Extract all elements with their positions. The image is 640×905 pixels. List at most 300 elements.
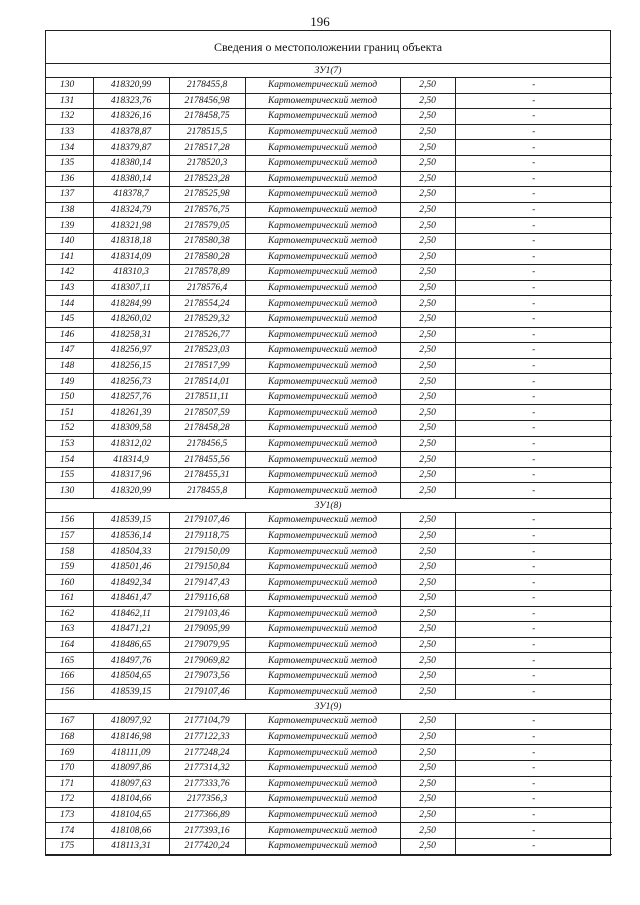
accuracy-cell: 2,50 xyxy=(400,389,455,405)
method-cell: Картометрический метод xyxy=(245,760,400,776)
accuracy-cell: 2,50 xyxy=(400,684,455,700)
section-label: ЗУ1(8) xyxy=(46,499,612,513)
section-header-row xyxy=(46,499,612,513)
table-row xyxy=(46,421,612,437)
y-coordinate-cell: 2178576,4 xyxy=(169,280,245,296)
x-coordinate-cell: 418378,7 xyxy=(93,187,169,203)
method-cell: Картометрический метод xyxy=(245,202,400,218)
description-cell: - xyxy=(455,124,612,140)
description-cell: - xyxy=(455,202,612,218)
accuracy-cell: 2,50 xyxy=(400,436,455,452)
accuracy-cell: 2,50 xyxy=(400,93,455,109)
point-number-cell: 151 xyxy=(46,405,93,421)
accuracy-cell: 2,50 xyxy=(400,622,455,638)
description-cell: - xyxy=(455,760,612,776)
point-number-cell: 171 xyxy=(46,776,93,792)
accuracy-cell: 2,50 xyxy=(400,528,455,544)
accuracy-cell: 2,50 xyxy=(400,668,455,684)
point-number-cell: 138 xyxy=(46,202,93,218)
x-coordinate-cell: 418461,47 xyxy=(93,591,169,607)
method-cell: Картометрический метод xyxy=(245,807,400,823)
description-cell: - xyxy=(455,93,612,109)
description-cell: - xyxy=(455,745,612,761)
x-coordinate-cell: 418256,97 xyxy=(93,343,169,359)
y-coordinate-cell: 2179118,75 xyxy=(169,528,245,544)
table-row xyxy=(46,155,612,171)
x-coordinate-cell: 418104,65 xyxy=(93,807,169,823)
coordinates-table xyxy=(46,64,612,855)
y-coordinate-cell: 2177104,79 xyxy=(169,714,245,730)
x-coordinate-cell: 418380,14 xyxy=(93,155,169,171)
point-number-cell: 164 xyxy=(46,637,93,653)
x-coordinate-cell: 418104,66 xyxy=(93,792,169,808)
accuracy-cell: 2,50 xyxy=(400,358,455,374)
accuracy-cell: 2,50 xyxy=(400,202,455,218)
accuracy-cell: 2,50 xyxy=(400,405,455,421)
description-cell: - xyxy=(455,792,612,808)
x-coordinate-cell: 418497,76 xyxy=(93,653,169,669)
y-coordinate-cell: 2178554,24 xyxy=(169,296,245,312)
method-cell: Картометрический метод xyxy=(245,653,400,669)
point-number-cell: 160 xyxy=(46,575,93,591)
table-row xyxy=(46,343,612,359)
method-cell: Картометрический метод xyxy=(245,421,400,437)
accuracy-cell: 2,50 xyxy=(400,807,455,823)
table-row xyxy=(46,311,612,327)
x-coordinate-cell: 418256,15 xyxy=(93,358,169,374)
x-coordinate-cell: 418380,14 xyxy=(93,171,169,187)
y-coordinate-cell: 2179095,99 xyxy=(169,622,245,638)
method-cell: Картометрический метод xyxy=(245,467,400,483)
point-number-cell: 130 xyxy=(46,483,93,499)
description-cell: - xyxy=(455,343,612,359)
y-coordinate-cell: 2179069,82 xyxy=(169,653,245,669)
y-coordinate-cell: 2179150,09 xyxy=(169,544,245,560)
accuracy-cell: 2,50 xyxy=(400,559,455,575)
table-row xyxy=(46,374,612,390)
point-number-cell: 169 xyxy=(46,745,93,761)
table-row xyxy=(46,684,612,700)
method-cell: Картометрический метод xyxy=(245,249,400,265)
y-coordinate-cell: 2177420,24 xyxy=(169,838,245,854)
method-cell: Картометрический метод xyxy=(245,559,400,575)
point-number-cell: 161 xyxy=(46,591,93,607)
accuracy-cell: 2,50 xyxy=(400,265,455,281)
point-number-cell: 154 xyxy=(46,452,93,468)
description-cell: - xyxy=(455,78,612,94)
x-coordinate-cell: 418146,98 xyxy=(93,729,169,745)
point-number-cell: 148 xyxy=(46,358,93,374)
x-coordinate-cell: 418314,09 xyxy=(93,249,169,265)
method-cell: Картометрический метод xyxy=(245,93,400,109)
description-cell: - xyxy=(455,544,612,560)
point-number-cell: 174 xyxy=(46,823,93,839)
method-cell: Картометрический метод xyxy=(245,327,400,343)
description-cell: - xyxy=(455,265,612,281)
x-coordinate-cell: 418324,79 xyxy=(93,202,169,218)
description-cell: - xyxy=(455,155,612,171)
point-number-cell: 140 xyxy=(46,233,93,249)
x-coordinate-cell: 418378,87 xyxy=(93,124,169,140)
table-row xyxy=(46,389,612,405)
point-number-cell: 157 xyxy=(46,528,93,544)
point-number-cell: 168 xyxy=(46,729,93,745)
x-coordinate-cell: 418536,14 xyxy=(93,528,169,544)
table-row xyxy=(46,637,612,653)
x-coordinate-cell: 418258,31 xyxy=(93,327,169,343)
point-number-cell: 156 xyxy=(46,684,93,700)
table-row xyxy=(46,544,612,560)
description-cell: - xyxy=(455,296,612,312)
page-number: 196 xyxy=(310,14,330,29)
method-cell: Картометрический метод xyxy=(245,187,400,203)
accuracy-cell: 2,50 xyxy=(400,311,455,327)
description-cell: - xyxy=(455,637,612,653)
y-coordinate-cell: 2177356,3 xyxy=(169,792,245,808)
method-cell: Картометрический метод xyxy=(245,544,400,560)
table-row xyxy=(46,140,612,156)
x-coordinate-cell: 418539,15 xyxy=(93,513,169,529)
method-cell: Картометрический метод xyxy=(245,124,400,140)
method-cell: Картометрический метод xyxy=(245,389,400,405)
accuracy-cell: 2,50 xyxy=(400,374,455,390)
y-coordinate-cell: 2178517,28 xyxy=(169,140,245,156)
y-coordinate-cell: 2178523,28 xyxy=(169,171,245,187)
point-number-cell: 146 xyxy=(46,327,93,343)
description-cell: - xyxy=(455,233,612,249)
point-number-cell: 158 xyxy=(46,544,93,560)
description-cell: - xyxy=(455,622,612,638)
method-cell: Картометрический метод xyxy=(245,622,400,638)
accuracy-cell: 2,50 xyxy=(400,249,455,265)
y-coordinate-cell: 2178455,8 xyxy=(169,78,245,94)
point-number-cell: 132 xyxy=(46,109,93,125)
x-coordinate-cell: 418321,98 xyxy=(93,218,169,234)
table-row xyxy=(46,622,612,638)
x-coordinate-cell: 418260,02 xyxy=(93,311,169,327)
point-number-cell: 133 xyxy=(46,124,93,140)
x-coordinate-cell: 418501,46 xyxy=(93,559,169,575)
accuracy-cell: 2,50 xyxy=(400,78,455,94)
table-row xyxy=(46,296,612,312)
table-row xyxy=(46,528,612,544)
accuracy-cell: 2,50 xyxy=(400,575,455,591)
table-row xyxy=(46,202,612,218)
table-row xyxy=(46,591,612,607)
y-coordinate-cell: 2177122,33 xyxy=(169,729,245,745)
x-coordinate-cell: 418486,65 xyxy=(93,637,169,653)
table-row xyxy=(46,467,612,483)
method-cell: Картометрический метод xyxy=(245,637,400,653)
x-coordinate-cell: 418307,11 xyxy=(93,280,169,296)
y-coordinate-cell: 2178523,03 xyxy=(169,343,245,359)
accuracy-cell: 2,50 xyxy=(400,483,455,499)
point-number-cell: 162 xyxy=(46,606,93,622)
description-cell: - xyxy=(455,358,612,374)
point-number-cell: 145 xyxy=(46,311,93,327)
table-row xyxy=(46,171,612,187)
x-coordinate-cell: 418097,86 xyxy=(93,760,169,776)
description-cell: - xyxy=(455,452,612,468)
section-header-row xyxy=(46,64,612,78)
y-coordinate-cell: 2178458,75 xyxy=(169,109,245,125)
accuracy-cell: 2,50 xyxy=(400,745,455,761)
y-coordinate-cell: 2178456,5 xyxy=(169,436,245,452)
table-row xyxy=(46,714,612,730)
accuracy-cell: 2,50 xyxy=(400,171,455,187)
accuracy-cell: 2,50 xyxy=(400,714,455,730)
point-number-cell: 170 xyxy=(46,760,93,776)
table-row xyxy=(46,124,612,140)
accuracy-cell: 2,50 xyxy=(400,109,455,125)
x-coordinate-cell: 418314,9 xyxy=(93,452,169,468)
method-cell: Картометрический метод xyxy=(245,374,400,390)
method-cell: Картометрический метод xyxy=(245,792,400,808)
table-row xyxy=(46,823,612,839)
table-row xyxy=(46,745,612,761)
table-row xyxy=(46,109,612,125)
accuracy-cell: 2,50 xyxy=(400,653,455,669)
method-cell: Картометрический метод xyxy=(245,140,400,156)
point-number-cell: 131 xyxy=(46,93,93,109)
point-number-cell: 175 xyxy=(46,838,93,854)
description-cell: - xyxy=(455,729,612,745)
x-coordinate-cell: 418492,34 xyxy=(93,575,169,591)
x-coordinate-cell: 418257,76 xyxy=(93,389,169,405)
description-cell: - xyxy=(455,513,612,529)
point-number-cell: 147 xyxy=(46,343,93,359)
accuracy-cell: 2,50 xyxy=(400,792,455,808)
method-cell: Картометрический метод xyxy=(245,343,400,359)
point-number-cell: 143 xyxy=(46,280,93,296)
table-row xyxy=(46,358,612,374)
x-coordinate-cell: 418111,09 xyxy=(93,745,169,761)
description-cell: - xyxy=(455,389,612,405)
method-cell: Картометрический метод xyxy=(245,358,400,374)
method-cell: Картометрический метод xyxy=(245,296,400,312)
x-coordinate-cell: 418539,15 xyxy=(93,684,169,700)
x-coordinate-cell: 418320,99 xyxy=(93,483,169,499)
y-coordinate-cell: 2178511,11 xyxy=(169,389,245,405)
y-coordinate-cell: 2178580,38 xyxy=(169,233,245,249)
x-coordinate-cell: 418504,65 xyxy=(93,668,169,684)
point-number-cell: 156 xyxy=(46,513,93,529)
accuracy-cell: 2,50 xyxy=(400,606,455,622)
x-coordinate-cell: 418097,92 xyxy=(93,714,169,730)
point-number-cell: 135 xyxy=(46,155,93,171)
y-coordinate-cell: 2178455,8 xyxy=(169,483,245,499)
description-cell: - xyxy=(455,249,612,265)
y-coordinate-cell: 2178458,28 xyxy=(169,421,245,437)
table-row xyxy=(46,838,612,854)
y-coordinate-cell: 2177248,24 xyxy=(169,745,245,761)
table-row xyxy=(46,792,612,808)
table-row xyxy=(46,233,612,249)
y-coordinate-cell: 2179107,46 xyxy=(169,684,245,700)
x-coordinate-cell: 418323,76 xyxy=(93,93,169,109)
accuracy-cell: 2,50 xyxy=(400,637,455,653)
y-coordinate-cell: 2178456,98 xyxy=(169,93,245,109)
x-coordinate-cell: 418256,73 xyxy=(93,374,169,390)
description-cell: - xyxy=(455,171,612,187)
description-cell: - xyxy=(455,606,612,622)
y-coordinate-cell: 2179103,46 xyxy=(169,606,245,622)
table-row xyxy=(46,187,612,203)
y-coordinate-cell: 2179107,46 xyxy=(169,513,245,529)
y-coordinate-cell: 2178579,05 xyxy=(169,218,245,234)
accuracy-cell: 2,50 xyxy=(400,124,455,140)
description-cell: - xyxy=(455,559,612,575)
method-cell: Картометрический метод xyxy=(245,78,400,94)
accuracy-cell: 2,50 xyxy=(400,280,455,296)
method-cell: Картометрический метод xyxy=(245,280,400,296)
method-cell: Картометрический метод xyxy=(245,575,400,591)
table-row xyxy=(46,405,612,421)
table-row xyxy=(46,218,612,234)
table-row xyxy=(46,559,612,575)
accuracy-cell: 2,50 xyxy=(400,544,455,560)
accuracy-cell: 2,50 xyxy=(400,823,455,839)
table-row xyxy=(46,575,612,591)
description-cell: - xyxy=(455,807,612,823)
description-cell: - xyxy=(455,405,612,421)
description-cell: - xyxy=(455,838,612,854)
method-cell: Картометрический метод xyxy=(245,684,400,700)
method-cell: Картометрический метод xyxy=(245,218,400,234)
method-cell: Картометрический метод xyxy=(245,452,400,468)
accuracy-cell: 2,50 xyxy=(400,838,455,854)
y-coordinate-cell: 2178525,98 xyxy=(169,187,245,203)
description-cell: - xyxy=(455,327,612,343)
section-label: ЗУ1(9) xyxy=(46,700,612,714)
accuracy-cell: 2,50 xyxy=(400,452,455,468)
accuracy-cell: 2,50 xyxy=(400,296,455,312)
table-row xyxy=(46,280,612,296)
point-number-cell: 142 xyxy=(46,265,93,281)
y-coordinate-cell: 2177366,89 xyxy=(169,807,245,823)
method-cell: Картометрический метод xyxy=(245,838,400,854)
x-coordinate-cell: 418261,39 xyxy=(93,405,169,421)
accuracy-cell: 2,50 xyxy=(400,327,455,343)
method-cell: Картометрический метод xyxy=(245,776,400,792)
accuracy-cell: 2,50 xyxy=(400,343,455,359)
x-coordinate-cell: 418113,31 xyxy=(93,838,169,854)
y-coordinate-cell: 2178526,77 xyxy=(169,327,245,343)
table-title: Сведения о местоположении границ объекта xyxy=(46,31,610,64)
point-number-cell: 163 xyxy=(46,622,93,638)
accuracy-cell: 2,50 xyxy=(400,421,455,437)
description-cell: - xyxy=(455,591,612,607)
description-cell: - xyxy=(455,776,612,792)
table-row xyxy=(46,513,612,529)
accuracy-cell: 2,50 xyxy=(400,140,455,156)
description-cell: - xyxy=(455,311,612,327)
method-cell: Картометрический метод xyxy=(245,171,400,187)
method-cell: Картометрический метод xyxy=(245,109,400,125)
method-cell: Картометрический метод xyxy=(245,155,400,171)
table-row xyxy=(46,249,612,265)
y-coordinate-cell: 2177333,76 xyxy=(169,776,245,792)
point-number-cell: 155 xyxy=(46,467,93,483)
y-coordinate-cell: 2177393,16 xyxy=(169,823,245,839)
description-cell: - xyxy=(455,467,612,483)
method-cell: Картометрический метод xyxy=(245,528,400,544)
point-number-cell: 150 xyxy=(46,389,93,405)
y-coordinate-cell: 2179073,56 xyxy=(169,668,245,684)
method-cell: Картометрический метод xyxy=(245,265,400,281)
x-coordinate-cell: 418097,63 xyxy=(93,776,169,792)
description-cell: - xyxy=(455,436,612,452)
point-number-cell: 139 xyxy=(46,218,93,234)
accuracy-cell: 2,50 xyxy=(400,218,455,234)
x-coordinate-cell: 418310,3 xyxy=(93,265,169,281)
description-cell: - xyxy=(455,483,612,499)
y-coordinate-cell: 2179079,95 xyxy=(169,637,245,653)
table-row xyxy=(46,327,612,343)
point-number-cell: 130 xyxy=(46,78,93,94)
table-row xyxy=(46,436,612,452)
table-row xyxy=(46,606,612,622)
x-coordinate-cell: 418309,58 xyxy=(93,421,169,437)
accuracy-cell: 2,50 xyxy=(400,155,455,171)
y-coordinate-cell: 2179147,43 xyxy=(169,575,245,591)
boundary-table-sheet xyxy=(45,30,611,856)
description-cell: - xyxy=(455,575,612,591)
description-cell: - xyxy=(455,421,612,437)
table-row xyxy=(46,668,612,684)
point-number-cell: 137 xyxy=(46,187,93,203)
point-number-cell: 149 xyxy=(46,374,93,390)
description-cell: - xyxy=(455,653,612,669)
table-row xyxy=(46,807,612,823)
x-coordinate-cell: 418462,11 xyxy=(93,606,169,622)
x-coordinate-cell: 418317,96 xyxy=(93,467,169,483)
accuracy-cell: 2,50 xyxy=(400,467,455,483)
table-row xyxy=(46,452,612,468)
method-cell: Картометрический метод xyxy=(245,606,400,622)
accuracy-cell: 2,50 xyxy=(400,513,455,529)
y-coordinate-cell: 2178514,01 xyxy=(169,374,245,390)
description-cell: - xyxy=(455,714,612,730)
method-cell: Картометрический метод xyxy=(245,745,400,761)
y-coordinate-cell: 2178455,31 xyxy=(169,467,245,483)
section-header-row xyxy=(46,700,612,714)
description-cell: - xyxy=(455,109,612,125)
x-coordinate-cell: 418379,87 xyxy=(93,140,169,156)
point-number-cell: 173 xyxy=(46,807,93,823)
y-coordinate-cell: 2178520,3 xyxy=(169,155,245,171)
x-coordinate-cell: 418312,02 xyxy=(93,436,169,452)
description-cell: - xyxy=(455,140,612,156)
point-number-cell: 152 xyxy=(46,421,93,437)
method-cell: Картометрический метод xyxy=(245,311,400,327)
method-cell: Картометрический метод xyxy=(245,591,400,607)
table-row xyxy=(46,729,612,745)
point-number-cell: 141 xyxy=(46,249,93,265)
y-coordinate-cell: 2178576,75 xyxy=(169,202,245,218)
method-cell: Картометрический метод xyxy=(245,729,400,745)
accuracy-cell: 2,50 xyxy=(400,760,455,776)
x-coordinate-cell: 418108,66 xyxy=(93,823,169,839)
point-number-cell: 172 xyxy=(46,792,93,808)
method-cell: Картометрический метод xyxy=(245,405,400,421)
y-coordinate-cell: 2179150,84 xyxy=(169,559,245,575)
method-cell: Картометрический метод xyxy=(245,513,400,529)
y-coordinate-cell: 2178515,5 xyxy=(169,124,245,140)
x-coordinate-cell: 418326,16 xyxy=(93,109,169,125)
table-row xyxy=(46,483,612,499)
accuracy-cell: 2,50 xyxy=(400,776,455,792)
